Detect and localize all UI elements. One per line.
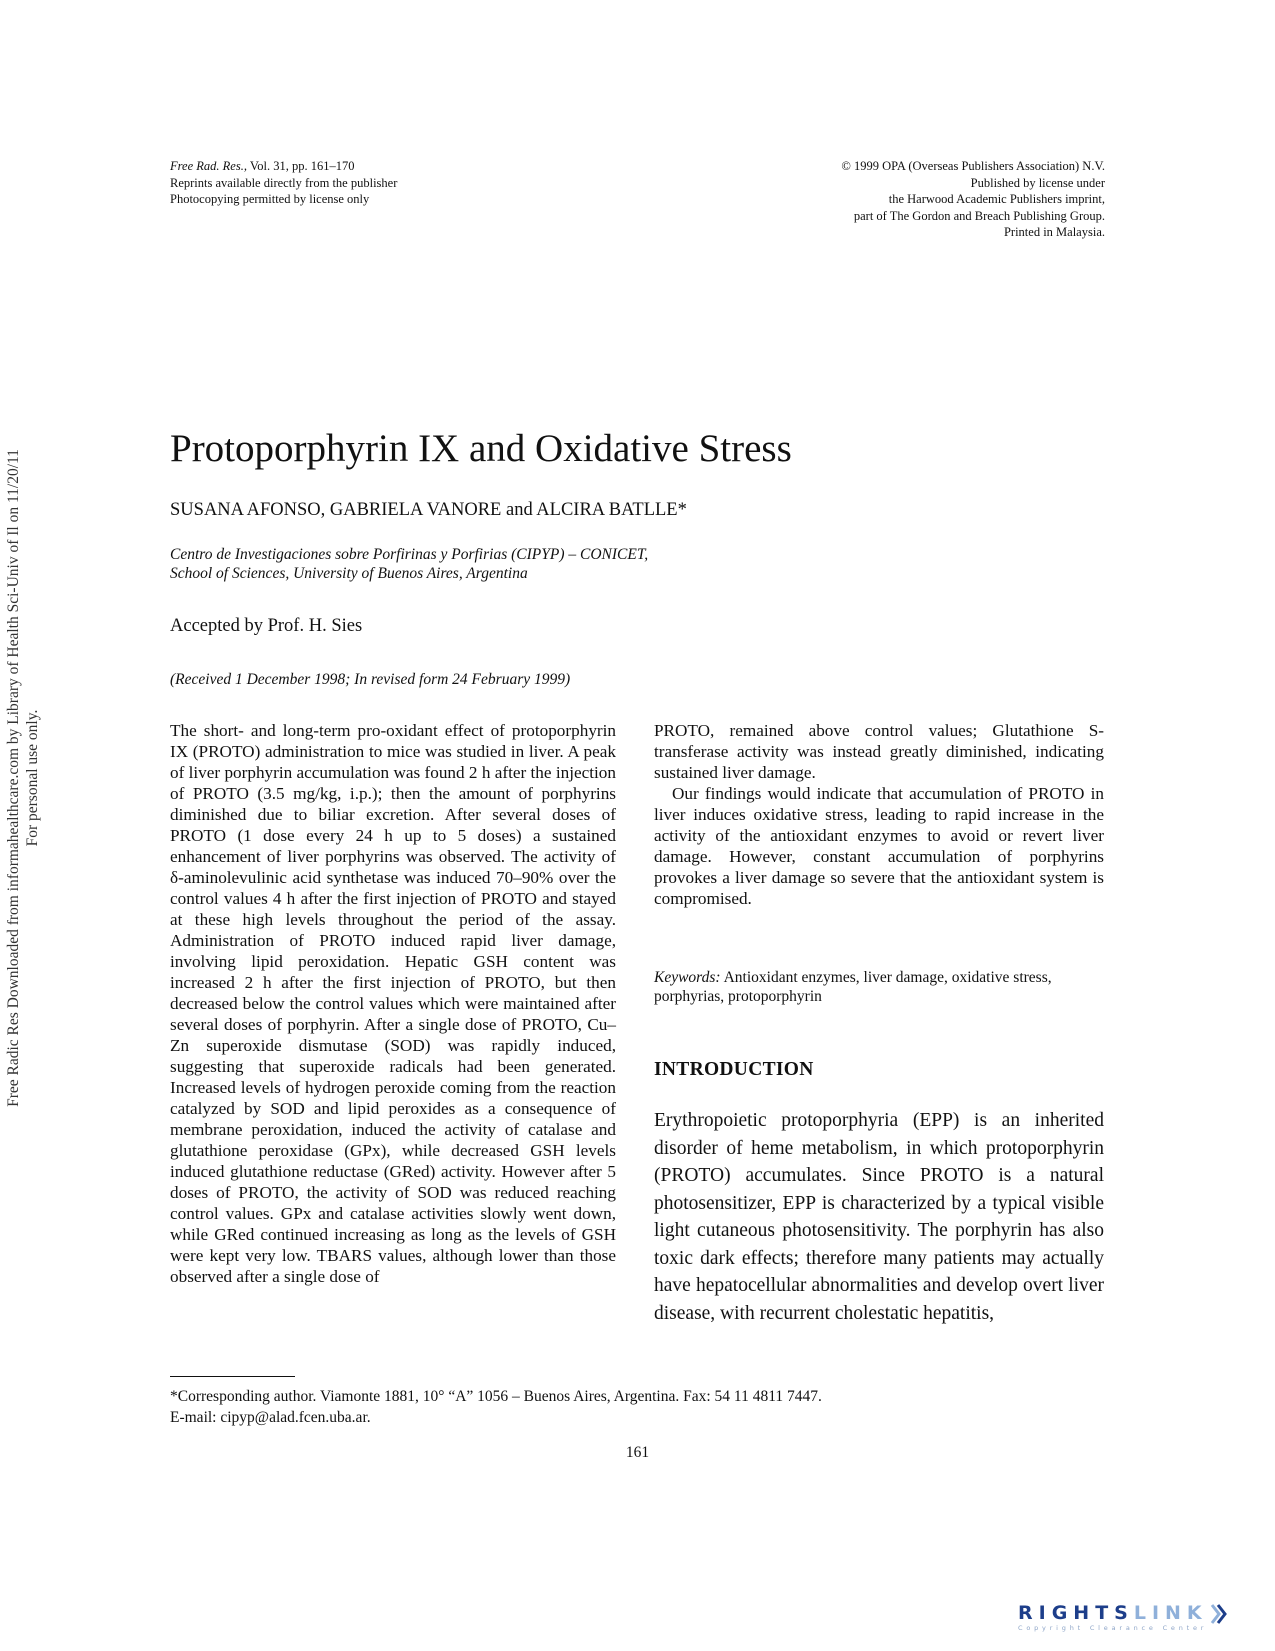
page-number: 161 xyxy=(625,1444,650,1461)
journal-header-left xyxy=(170,158,590,208)
abstract-paragraph-1: The short- and long-term pro-oxidant effect of protoporphyrin IX (PROTO) administration to mice was studied in liver. A peak of liver porphyrin accumulation was found 2 h after the injection of PROTO (3.5 mg/kg, i.p.); then the amount of porphyrins diminished due to biliar excretion. After several doses of PROTO (1 dose every 24 h up to 5 doses) a sustained enhancement of liver porphyrins was observed. The activity of δ-aminolevulinic acid synthetase was induced 70–90% over the control values 4 h after the first injection of PROTO and stayed at these high levels throughout the period of the assay. Administration of PROTO induced rapid liver damage, involving lipid peroxidation. Hepatic GSH content was increased 2 h after the first injection of PROTO, but then decreased below the control values which were maintained after several doses of porphyrin. After a single dose of PROTO, Cu–Zn superoxide dismutase (SOD) was rapidly induced, suggesting that superoxide radicals had been generated. Increased levels of hydrogen peroxide coming from the reaction catalyzed by SOD and lipid peroxides as a consequence of membrane peroxidation, induced the activity of catalase and glutathione peroxidase (GPx), while decreased GSH levels induced glutathione reductase (GRed) activity. However after 5 doses of PROTO, the activity of SOD was reduced reaching control values. GPx and catalase activities slowly went down, while GRed continued increasing as long as the levels of GSH were kept very low. TBARS values, although lower than those observed after a single dose of xyxy=(170,721,616,1286)
abstract-paragraph-3: Our findings would indicate that accumulation of PROTO in liver induces oxidative stress, leading to rapid increase in the activity of the antioxidant enzymes to avoid or revert liver damage. However, constant accumulation of porphyrins provokes a liver damage so severe that the antioxidant system is compromised. xyxy=(654,784,1104,908)
download-watermark-line1: Free Radic Res Downloaded from informahealthcare.com by Library of Health Sci-Univ of Il on 11/20/11 xyxy=(5,449,22,1107)
photocopy-note: Photocopying permitted by license only xyxy=(170,192,370,206)
rightslink-word-dark: RIGHTS xyxy=(1018,1602,1134,1624)
keywords-list: Antioxidant enzymes, liver damage, oxidative stress, porphyrias, protoporphyrin xyxy=(654,969,1052,1005)
journal-header-right xyxy=(700,158,1105,241)
footnote xyxy=(170,1386,1070,1428)
journal-volume: Vol. 31, pp. 161–170 xyxy=(246,159,355,173)
introduction-heading: INTRODUCTION xyxy=(654,1059,814,1080)
received-dates: (Received 1 December 1998; In revised form 24 February 1999) xyxy=(170,671,571,688)
printed-line: Printed in Malaysia. xyxy=(1003,225,1105,239)
imprint-line: the Harwood Academic Publishers imprint, xyxy=(888,192,1105,206)
publisher-group-line: part of The Gordon and Breach Publishing Group. xyxy=(853,208,1105,223)
abstract-column-right xyxy=(654,720,1104,909)
corresponding-author: *Corresponding author. Viamonte 1881, 10° “A” 1056 – Buenos Aires, Argentina. Fax: 54 11 4811 7447. xyxy=(170,1388,822,1405)
journal-name: Free Rad. Res., xyxy=(170,159,247,173)
download-watermark xyxy=(4,438,54,1118)
rightslink-word-light: LINK xyxy=(1133,1602,1208,1624)
reprints-note: Reprints available directly from the publisher xyxy=(170,175,398,190)
article-authors: SUSANA AFONSO, GABRIELA VANORE and ALCIRA BATLLE* xyxy=(170,500,687,520)
abstract-column-left xyxy=(170,720,616,1287)
journal-citation xyxy=(170,158,590,175)
author-email: E-mail: cipyp@alad.fcen.uba.ar. xyxy=(170,1409,371,1426)
footnote-divider xyxy=(170,1376,295,1377)
rightslink-wordmark xyxy=(1018,1602,1258,1625)
rightslink-logo xyxy=(1018,1602,1258,1642)
license-line: Published by license under xyxy=(970,175,1105,190)
author-affiliation xyxy=(170,545,820,583)
keywords xyxy=(654,968,1104,1006)
abstract-paragraph-2: PROTO, remained above control values; Glutathione S-transferase activity was instead greatly diminished, indicating sustained liver damage. xyxy=(654,721,1104,782)
introduction-text: Erythropoietic protoporphyria (EPP) is an inherited disorder of heme metabolism, in which protoporphyrin (PROTO) accumulates. Since PROTO is a natural photosensitizer, EPP is characterized by a typical visible light cutaneous photosensitivity. The porphyrin has also toxic dark effects; therefore many patients may actually have hepatocellular abnormalities and develop overt liver disease, with recurrent cholestatic hepatitis, xyxy=(654,1110,1104,1324)
affiliation-line1: Centro de Investigaciones sobre Porfirinas y Porfirias (CIPYP) – CONICET, xyxy=(170,546,649,563)
keywords-label: Keywords: xyxy=(654,969,721,986)
rightslink-subtitle: Copyright Clearance Center xyxy=(1018,1623,1208,1632)
download-watermark-line2: For personal use only. xyxy=(24,709,41,847)
article-title: Protoporphyrin IX and Oxidative Stress xyxy=(170,427,792,470)
affiliation-line2: School of Sciences, University of Buenos Aires, Argentina xyxy=(170,565,528,582)
chevron-right-icon xyxy=(1210,1603,1228,1625)
copyright-line: © 1999 OPA (Overseas Publishers Association) N.V. xyxy=(841,159,1105,173)
accepted-by: Accepted by Prof. H. Sies xyxy=(170,616,363,636)
